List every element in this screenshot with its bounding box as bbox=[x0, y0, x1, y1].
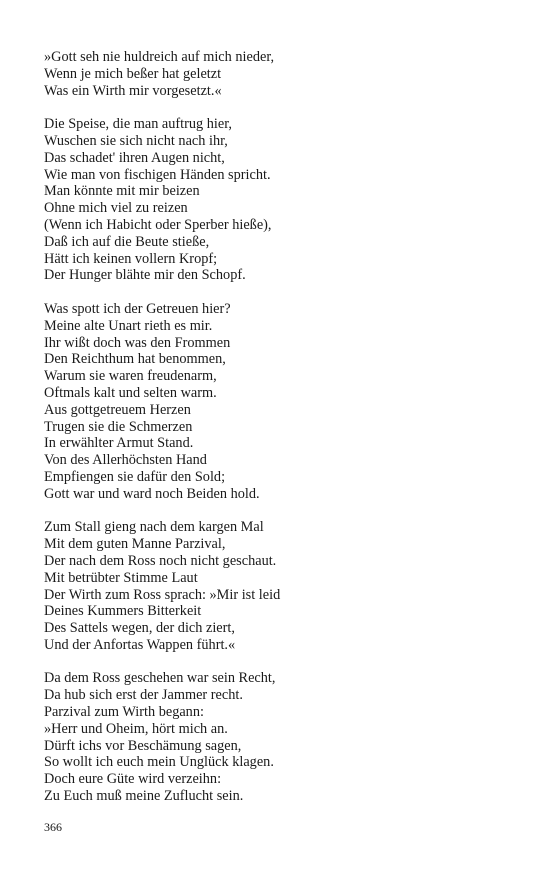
verse-line: »Herr und Oheim, hört mich an. bbox=[44, 720, 228, 737]
verse-line: Aus gottgetreuem Herzen bbox=[44, 401, 191, 418]
verse-line: Doch eure Güte wird verzeihn: bbox=[44, 771, 222, 788]
verse-line: Wie man von fischigen Händen spricht. bbox=[44, 166, 271, 183]
verse-line: Trugen sie die Schmerzen bbox=[44, 418, 193, 435]
verse-line: Mit betrübter Stimme Laut bbox=[44, 569, 198, 586]
verse-line: Zum Stall gieng nach dem kargen Mal bbox=[44, 519, 264, 536]
verse-line: Von des Allerhöchsten Hand bbox=[44, 452, 207, 469]
verse-line: Daß ich auf die Beute stieße, bbox=[44, 233, 210, 250]
verse-line: Was spott ich der Getreuen hier? bbox=[44, 300, 231, 317]
verse-line: Gott war und ward noch Beiden hold. bbox=[44, 485, 260, 502]
verse-line: Wenn je mich beßer hat geletzt bbox=[44, 65, 222, 82]
verse-line: Den Reichthum hat benommen, bbox=[44, 351, 226, 368]
verse-line: »Gott seh nie huldreich auf mich nieder, bbox=[44, 49, 275, 65]
verse-line: Meine alte Unart rieth es mir. bbox=[44, 317, 213, 334]
verse-line: Der Wirth zum Ross sprach: »Mir ist leid bbox=[44, 586, 281, 603]
verse-line: Hätt ich keinen vollern Kropf; bbox=[44, 250, 218, 267]
poem-text bbox=[44, 49, 514, 822]
verse-line: Dürft ichs vor Beschämung sagen, bbox=[44, 737, 242, 754]
verse-line: Das schadet' ihren Augen nicht, bbox=[44, 149, 225, 166]
verse-line: Wuschen sie sich nicht nach ihr, bbox=[44, 132, 228, 149]
verse-line: Warum sie waren freudenarm, bbox=[44, 368, 217, 385]
verse-line: Ihr wißt doch was den Frommen bbox=[44, 334, 231, 351]
verse-line: Die Speise, die man auftrug hier, bbox=[44, 116, 233, 133]
verse-line: In erwählter Armut Stand. bbox=[44, 435, 194, 452]
verse-line: Deines Kummers Bitterkeit bbox=[44, 603, 202, 620]
verse-line: Empfiengen sie dafür den Sold; bbox=[44, 468, 226, 485]
verse-line: (Wenn ich Habicht oder Sperber hieße), bbox=[44, 216, 272, 233]
verse-line: Ohne mich viel zu reizen bbox=[44, 200, 188, 217]
stanza bbox=[44, 519, 514, 653]
verse-line: Zu Euch muß meine Zuflucht sein. bbox=[44, 788, 244, 805]
verse-line: Da dem Ross geschehen war sein Recht, bbox=[44, 670, 276, 687]
page-number: 366 bbox=[44, 820, 62, 834]
verse-line: Der Hunger blähte mir den Schopf. bbox=[44, 267, 246, 284]
verse-line: Oftmals kalt und selten warm. bbox=[44, 384, 217, 401]
stanza bbox=[44, 49, 514, 99]
verse-line: So wollt ich euch mein Unglück klagen. bbox=[44, 754, 274, 771]
verse-line: Da hub sich erst der Jammer recht. bbox=[44, 687, 243, 704]
verse-line: Man könnte mit mir beizen bbox=[44, 183, 200, 200]
stanza bbox=[44, 116, 514, 284]
verse-line: Parzival zum Wirth begann: bbox=[44, 704, 204, 721]
verse-line: Der nach dem Ross noch nicht geschaut. bbox=[44, 552, 277, 569]
stanza bbox=[44, 670, 514, 804]
stanza bbox=[44, 301, 514, 503]
verse-line: Mit dem guten Manne Parzival, bbox=[44, 536, 226, 553]
verse-line: Was ein Wirth mir vorgesetzt.« bbox=[44, 82, 222, 99]
verse-line: Des Sattels wegen, der dich ziert, bbox=[44, 620, 235, 637]
verse-line: Und der Anfortas Wappen führt.« bbox=[44, 636, 236, 653]
